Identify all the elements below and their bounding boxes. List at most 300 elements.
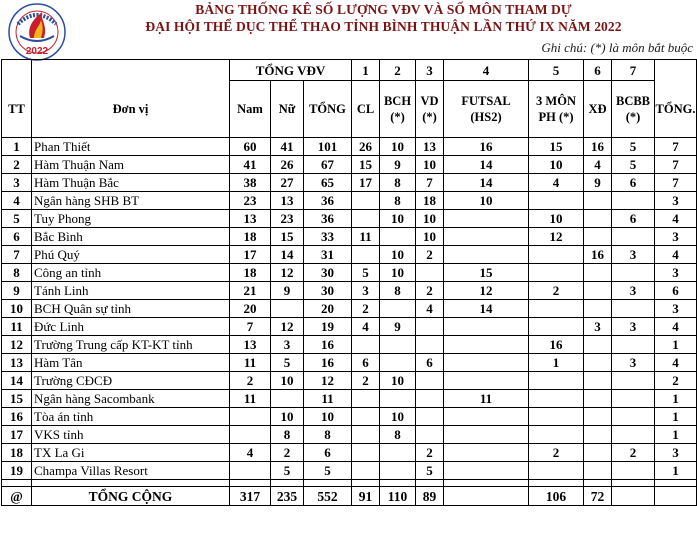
cell-futsal (444, 408, 529, 426)
cell-bch (380, 354, 416, 372)
cell-bch (380, 228, 416, 246)
cell-tong: 12 (304, 372, 352, 390)
cell-tong: 552 (304, 487, 352, 506)
table-row (2, 390, 697, 408)
table-row (2, 300, 697, 318)
table-row (2, 318, 697, 336)
cell-tt: 19 (2, 462, 32, 480)
cell-nu: 9 (271, 282, 304, 300)
cell-vd: 13 (416, 138, 444, 156)
cell-nam: 4 (230, 444, 271, 462)
cell-nu: 12 (271, 264, 304, 282)
cell-mon3 (529, 192, 584, 210)
header-vd: VD (*) (416, 81, 444, 138)
cell-tong: 65 (304, 174, 352, 192)
cell-nam: 18 (230, 264, 271, 282)
cell-unit: Hàm Tân (32, 354, 230, 372)
header-bch: BCH (*) (380, 81, 416, 138)
cell-bcbb (612, 372, 655, 390)
header-bcbb: BCBB (*) (612, 81, 655, 138)
cell-cl (352, 390, 380, 408)
spacer-cell (352, 480, 380, 487)
cell-vd: 18 (416, 192, 444, 210)
cell-xd: 72 (584, 487, 612, 506)
cell-bcbb (612, 228, 655, 246)
cell-mon3 (529, 264, 584, 282)
cell-nu: 27 (271, 174, 304, 192)
cell-nu: 14 (271, 246, 304, 264)
cell-vd: 10 (416, 156, 444, 174)
cell-mon3 (529, 408, 584, 426)
cell-xd: 4 (584, 156, 612, 174)
cell-xd (584, 390, 612, 408)
cell-tt: 14 (2, 372, 32, 390)
cell-nam: 41 (230, 156, 271, 174)
cell-nu: 41 (271, 138, 304, 156)
cell-vd: 4 (416, 300, 444, 318)
cell-unit: Phú Quý (32, 246, 230, 264)
header-xd: XĐ (584, 81, 612, 138)
cell-vd: 5 (416, 462, 444, 480)
cell-tt: 1 (2, 138, 32, 156)
title-line-2: ĐẠI HỘI THỂ DỤC THỂ THAO TỈNH BÌNH THUẬN LẦN THỨ IX NĂM 2022 (145, 19, 622, 34)
cell-nam: 13 (230, 210, 271, 228)
table-row (2, 354, 697, 372)
col-num-1: 1 (352, 60, 380, 81)
cell-futsal (444, 372, 529, 390)
spacer-row (2, 480, 697, 487)
cell-mon3: 2 (529, 282, 584, 300)
header-3mon: 3 MÔN PH (*) (529, 81, 584, 138)
cell-bch (380, 300, 416, 318)
cell-nam: 13 (230, 336, 271, 354)
cell-xd: 3 (584, 318, 612, 336)
spacer-cell (230, 480, 271, 487)
cell-futsal: 11 (444, 390, 529, 408)
cell-vd (416, 426, 444, 444)
table-row (2, 462, 697, 480)
cell-unit: Trường Trung cấp KT-KT tỉnh (32, 336, 230, 354)
cell-mon3 (529, 318, 584, 336)
cell-futsal (444, 246, 529, 264)
cell-futsal: 14 (444, 300, 529, 318)
cell-futsal (444, 426, 529, 444)
table-row (2, 282, 697, 300)
cell-tong: 19 (304, 318, 352, 336)
header-nam: Nam (230, 81, 271, 138)
cell-unit: Bắc Bình (32, 228, 230, 246)
cell-futsal (444, 462, 529, 480)
cell-bch: 8 (380, 282, 416, 300)
cell-tong: 8 (304, 426, 352, 444)
cell-tg: 4 (655, 354, 697, 372)
table-row (2, 210, 697, 228)
cell-tt: 4 (2, 192, 32, 210)
header-unit: Đơn vị (32, 81, 230, 138)
event-logo (4, 2, 70, 62)
cell-mon3: 16 (529, 336, 584, 354)
col-num-2: 2 (380, 60, 416, 81)
header-tong: TỔNG (304, 81, 352, 138)
header-nu: Nữ (271, 81, 304, 138)
cell-cl (352, 462, 380, 480)
logo-year: 2022 (25, 46, 49, 57)
cell-bcbb (612, 462, 655, 480)
cell-tg: 7 (655, 174, 697, 192)
cell-vd (416, 318, 444, 336)
cell-nu: 26 (271, 156, 304, 174)
cell-vd: 6 (416, 354, 444, 372)
cell-mon3: 10 (529, 210, 584, 228)
cell-bch: 10 (380, 372, 416, 390)
table-row (2, 336, 697, 354)
cell-nam: 20 (230, 300, 271, 318)
cell-nu (271, 300, 304, 318)
cell-bch: 110 (380, 487, 416, 506)
cell-cl: 5 (352, 264, 380, 282)
spacer-cell (32, 480, 230, 487)
cell-tt: 12 (2, 336, 32, 354)
cell-tg: 3 (655, 228, 697, 246)
header-futsal: FUTSAL (HS2) (444, 81, 529, 138)
cell-tong: 30 (304, 264, 352, 282)
cell-tg (655, 487, 697, 506)
cell-nam: 2 (230, 372, 271, 390)
cell-tg: 6 (655, 282, 697, 300)
cell-mon3: 1 (529, 354, 584, 372)
note: Ghi chú: (*) là môn bắt buộc (541, 40, 693, 55)
cell-unit: Champa Villas Resort (32, 462, 230, 480)
cell-futsal (444, 210, 529, 228)
cell-tg: 3 (655, 300, 697, 318)
cell-cl (352, 336, 380, 354)
table-row (2, 264, 697, 282)
col-num-5: 5 (529, 60, 584, 81)
table-row (2, 192, 697, 210)
table-row (2, 372, 697, 390)
cell-unit: Đức Linh (32, 318, 230, 336)
cell-bch: 10 (380, 264, 416, 282)
cell-nu: 23 (271, 210, 304, 228)
cell-bcbb (612, 426, 655, 444)
cell-nam: 17 (230, 246, 271, 264)
cell-bcbb: 3 (612, 246, 655, 264)
cell-unit: Trường CĐCĐ (32, 372, 230, 390)
cell-unit: Tánh Linh (32, 282, 230, 300)
cell-futsal (444, 444, 529, 462)
cell-tong: 101 (304, 138, 352, 156)
cell-unit: Phan Thiết (32, 138, 230, 156)
cell-bcbb: 6 (612, 174, 655, 192)
cell-tg: 4 (655, 246, 697, 264)
cell-bch: 10 (380, 246, 416, 264)
cell-bch: 8 (380, 426, 416, 444)
cell-tg: 3 (655, 264, 697, 282)
cell-vd (416, 390, 444, 408)
cell-vd (416, 264, 444, 282)
cell-nu: 12 (271, 318, 304, 336)
cell-xd (584, 408, 612, 426)
cell-bch: 9 (380, 156, 416, 174)
cell-nam: 317 (230, 487, 271, 506)
cell-cl: 26 (352, 138, 380, 156)
title-line-1: BẢNG THỐNG KÊ SỐ LƯỢNG VĐV VÀ SỐ MÔN THAM DỰ (195, 2, 572, 17)
cell-xd (584, 462, 612, 480)
cell-tt: 15 (2, 390, 32, 408)
table-row (2, 408, 697, 426)
cell-tt: 2 (2, 156, 32, 174)
cell-xd (584, 354, 612, 372)
cell-nam: 21 (230, 282, 271, 300)
col-num-7: 7 (612, 60, 655, 81)
cell-nu: 235 (271, 487, 304, 506)
cell-bch: 8 (380, 174, 416, 192)
cell-nam: 38 (230, 174, 271, 192)
cell-mon3: 2 (529, 444, 584, 462)
cell-cl (352, 444, 380, 462)
table-row (2, 174, 697, 192)
cell-tong: 31 (304, 246, 352, 264)
cell-tong: 6 (304, 444, 352, 462)
cell-vd (416, 336, 444, 354)
cell-tong: 67 (304, 156, 352, 174)
cell-tg: 1 (655, 336, 697, 354)
cell-tt: 3 (2, 174, 32, 192)
cell-mon3 (529, 426, 584, 444)
cell-vd: 2 (416, 444, 444, 462)
cell-cl: 17 (352, 174, 380, 192)
cell-nam: 23 (230, 192, 271, 210)
cell-bcbb (612, 300, 655, 318)
cell-tong: 11 (304, 390, 352, 408)
cell-mon3 (529, 390, 584, 408)
cell-tong: 10 (304, 408, 352, 426)
cell-unit: Ngân hàng SHB BT (32, 192, 230, 210)
table-row (2, 426, 697, 444)
cell-tt: 17 (2, 426, 32, 444)
cell-tt: 8 (2, 264, 32, 282)
cell-cl: 91 (352, 487, 380, 506)
cell-nam: 18 (230, 228, 271, 246)
cell-futsal (444, 487, 529, 506)
cell-bcbb: 5 (612, 156, 655, 174)
spacer-cell (416, 480, 444, 487)
cell-futsal: 12 (444, 282, 529, 300)
cell-xd (584, 444, 612, 462)
cell-bcbb (612, 192, 655, 210)
cell-nam (230, 408, 271, 426)
header-row-2 (2, 81, 697, 138)
cell-unit: Hàm Thuận Nam (32, 156, 230, 174)
cell-unit: Tuy Phong (32, 210, 230, 228)
cell-xd (584, 300, 612, 318)
cell-cl: 6 (352, 354, 380, 372)
cell-tt: 11 (2, 318, 32, 336)
table-row (2, 228, 697, 246)
cell-unit: TỔNG CỘNG (32, 487, 230, 506)
col-num-4: 4 (444, 60, 529, 81)
cell-tt: 9 (2, 282, 32, 300)
cell-cl (352, 246, 380, 264)
cell-tong: 5 (304, 462, 352, 480)
cell-tong: 33 (304, 228, 352, 246)
cell-nam: 11 (230, 390, 271, 408)
header-tong-g: TỔNG. (655, 81, 697, 138)
cell-futsal: 15 (444, 264, 529, 282)
cell-bcbb: 2 (612, 444, 655, 462)
spacer-cell (271, 480, 304, 487)
cell-bch (380, 390, 416, 408)
cell-mon3 (529, 300, 584, 318)
cell-tong: 16 (304, 354, 352, 372)
spacer-cell (380, 480, 416, 487)
cell-cl (352, 192, 380, 210)
cell-vd (416, 372, 444, 390)
cell-unit: Tòa án tỉnh (32, 408, 230, 426)
header-row-1 (2, 60, 697, 81)
cell-nu: 13 (271, 192, 304, 210)
cell-xd: 16 (584, 246, 612, 264)
cell-bcbb: 3 (612, 354, 655, 372)
table-row (2, 444, 697, 462)
cell-tg: 1 (655, 426, 697, 444)
cell-bcbb (612, 408, 655, 426)
cell-cl: 3 (352, 282, 380, 300)
cell-cl (352, 210, 380, 228)
cell-futsal (444, 354, 529, 372)
cell-tg: 2 (655, 372, 697, 390)
cell-bch (380, 336, 416, 354)
cell-bcbb (612, 390, 655, 408)
cell-xd (584, 210, 612, 228)
cell-bcbb (612, 264, 655, 282)
cell-mon3: 4 (529, 174, 584, 192)
cell-tg: 4 (655, 210, 697, 228)
cell-nu (271, 390, 304, 408)
cell-tg: 7 (655, 156, 697, 174)
cell-futsal: 14 (444, 156, 529, 174)
cell-vd: 7 (416, 174, 444, 192)
cell-tt: 13 (2, 354, 32, 372)
cell-tg: 3 (655, 444, 697, 462)
cell-futsal (444, 228, 529, 246)
cell-nam: 60 (230, 138, 271, 156)
cell-cl: 2 (352, 372, 380, 390)
cell-nam: 11 (230, 354, 271, 372)
cell-nam: 7 (230, 318, 271, 336)
cell-unit: BCH Quân sự tỉnh (32, 300, 230, 318)
cell-vd: 2 (416, 282, 444, 300)
spacer-cell (655, 480, 697, 487)
spacer-cell (444, 480, 529, 487)
cell-mon3: 10 (529, 156, 584, 174)
cell-bch: 10 (380, 210, 416, 228)
col-num-3: 3 (416, 60, 444, 81)
cell-xd (584, 336, 612, 354)
cell-bch: 9 (380, 318, 416, 336)
cell-nam (230, 462, 271, 480)
cell-unit: Hàm Thuận Bắc (32, 174, 230, 192)
cell-tg: 1 (655, 390, 697, 408)
cell-tt: 6 (2, 228, 32, 246)
cell-nu: 5 (271, 462, 304, 480)
cell-xd (584, 282, 612, 300)
spacer-cell (529, 480, 584, 487)
cell-bcbb: 6 (612, 210, 655, 228)
cell-xd (584, 264, 612, 282)
cell-tong: 36 (304, 192, 352, 210)
header-tt: TT (2, 81, 32, 138)
cell-bcbb: 3 (612, 282, 655, 300)
cell-mon3: 15 (529, 138, 584, 156)
table-row (2, 246, 697, 264)
cell-xd (584, 192, 612, 210)
header-cl: CL (352, 81, 380, 138)
stats-table (1, 59, 697, 506)
cell-xd: 9 (584, 174, 612, 192)
cell-tt: 16 (2, 408, 32, 426)
cell-unit: Ngân hàng Sacombank (32, 390, 230, 408)
cell-futsal: 16 (444, 138, 529, 156)
cell-bcbb: 3 (612, 318, 655, 336)
cell-bch (380, 444, 416, 462)
cell-nu: 10 (271, 372, 304, 390)
cell-vd: 89 (416, 487, 444, 506)
cell-futsal (444, 318, 529, 336)
cell-cl (352, 426, 380, 444)
cell-futsal: 10 (444, 192, 529, 210)
cell-xd (584, 228, 612, 246)
cell-tt: 7 (2, 246, 32, 264)
cell-unit: Công an tỉnh (32, 264, 230, 282)
cell-tg: 4 (655, 318, 697, 336)
col-num-6: 6 (584, 60, 612, 81)
cell-unit: TX La Gi (32, 444, 230, 462)
cell-tong: 36 (304, 210, 352, 228)
cell-bch: 10 (380, 138, 416, 156)
cell-bch: 10 (380, 408, 416, 426)
cell-nu: 5 (271, 354, 304, 372)
cell-nam (230, 426, 271, 444)
cell-bcbb (612, 487, 655, 506)
cell-mon3: 12 (529, 228, 584, 246)
cell-futsal (444, 336, 529, 354)
cell-tg: 3 (655, 192, 697, 210)
cell-mon3 (529, 372, 584, 390)
group-label: TỔNG VĐV (230, 60, 352, 81)
cell-xd: 16 (584, 138, 612, 156)
cell-nu: 2 (271, 444, 304, 462)
cell-mon3 (529, 462, 584, 480)
cell-tt: 10 (2, 300, 32, 318)
spacer-cell (2, 480, 32, 487)
cell-tong: 20 (304, 300, 352, 318)
cell-cl: 2 (352, 300, 380, 318)
spacer-cell (612, 480, 655, 487)
cell-xd (584, 372, 612, 390)
cell-tg: 7 (655, 138, 697, 156)
cell-cl: 15 (352, 156, 380, 174)
cell-vd (416, 408, 444, 426)
total-row (2, 487, 697, 506)
cell-futsal: 14 (444, 174, 529, 192)
spacer-cell (584, 480, 612, 487)
cell-tg: 1 (655, 462, 697, 480)
table-row (2, 156, 697, 174)
cell-nu: 3 (271, 336, 304, 354)
spacer-cell (304, 480, 352, 487)
cell-bch: 8 (380, 192, 416, 210)
